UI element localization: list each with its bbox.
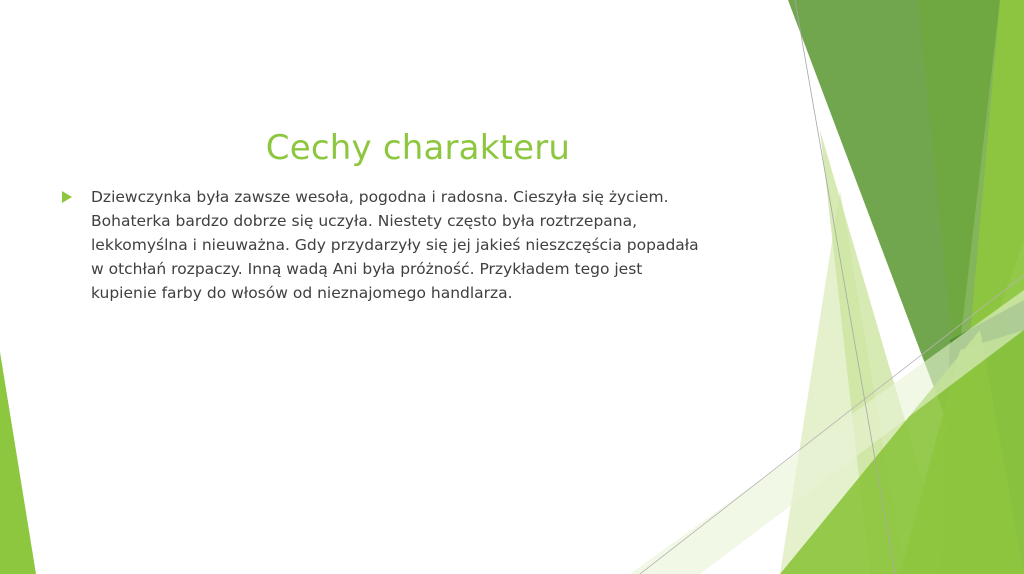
left-accent-shape bbox=[0, 352, 36, 574]
bullet-text-line: Bohaterka bardzo dobrze się uczyła. Niestety często była roztrzepana, bbox=[91, 212, 638, 230]
bullet-text-line: Dziewczynka była zawsze wesoła, pogodna i radosna. Cieszyła się życiem. bbox=[91, 188, 669, 206]
bullet-text-line: w otchłań rozpaczy. Inną wadą Ani była próżność. Przykładem tego jest bbox=[91, 260, 643, 278]
triangle-bullet-icon bbox=[62, 191, 72, 203]
slide-title: Cechy charakteru bbox=[265, 128, 571, 168]
content-area bbox=[62, 185, 782, 305]
bullet-text-line: kupienie farby do włosów od nieznajomego handlarza. bbox=[91, 284, 513, 302]
bullet-text-line: lekkomyślna i nieuważna. Gdy przydarzyły się jej jakieś nieszczęścia popadała bbox=[91, 236, 699, 254]
bullet-item bbox=[62, 185, 782, 305]
bullet-text bbox=[91, 185, 699, 305]
